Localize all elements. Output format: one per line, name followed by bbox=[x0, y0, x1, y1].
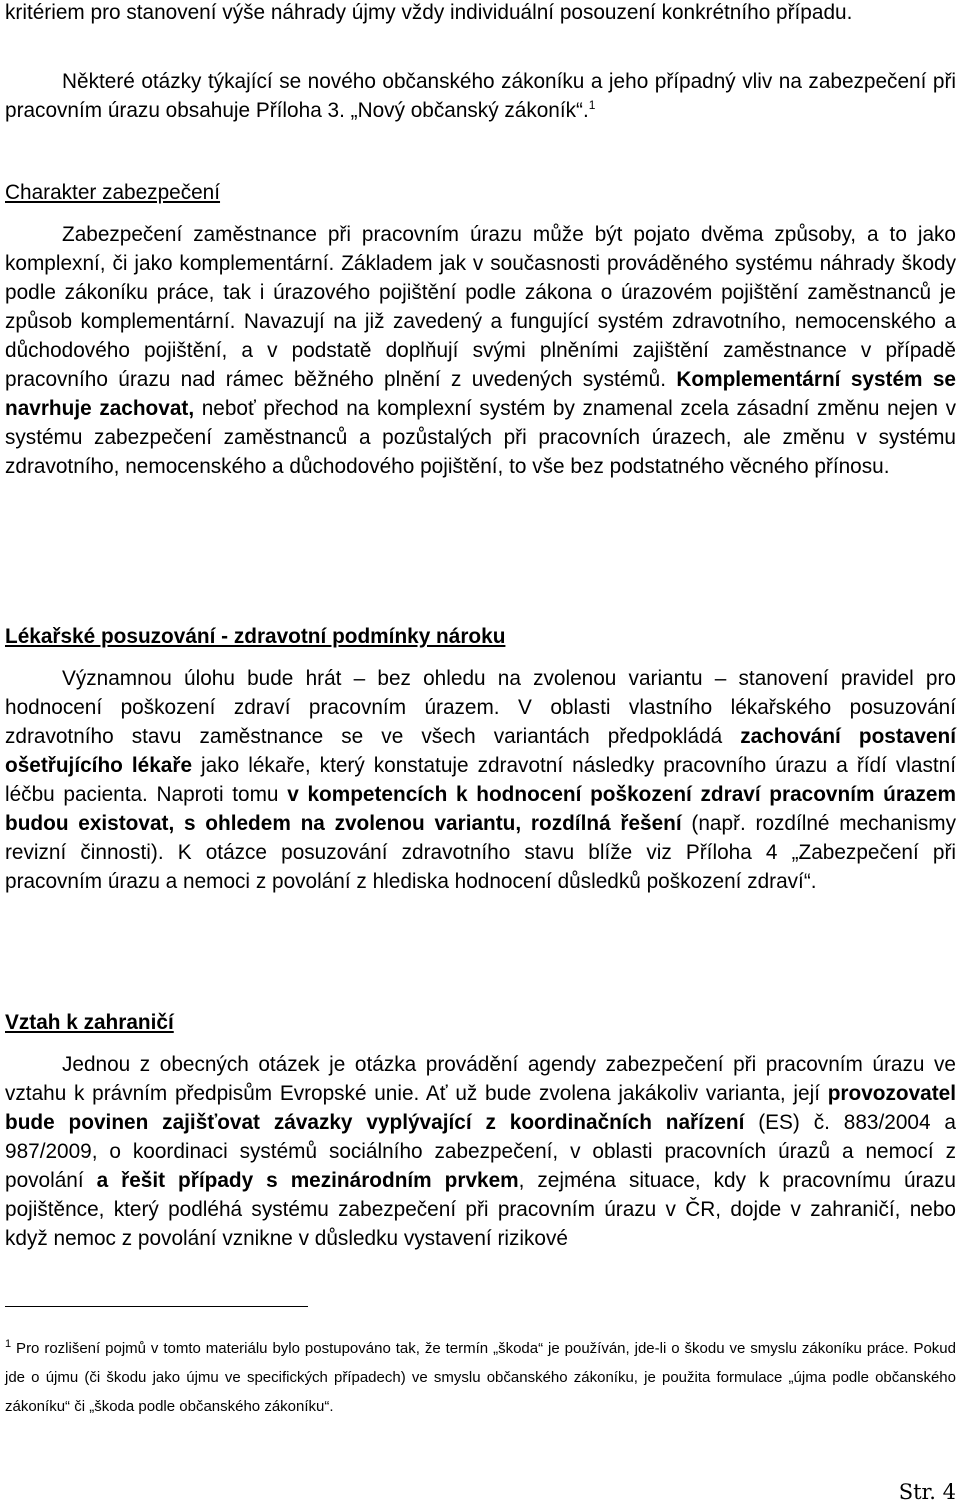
section-heading-lekarske: Lékařské posuzování - zdravotní podmínky nároku bbox=[5, 625, 506, 648]
bold-text: a řešit případy s mezinárodním prvkem bbox=[96, 1169, 519, 1192]
footnote-reference: 1 bbox=[588, 98, 596, 113]
bold-text: v kompetencích k hodnocení poškození zdraví pracovním úrazem budou existovat, s ohledem na zvolenou variantu, rozdílná řešení bbox=[5, 783, 956, 835]
section-heading-vztah: Vztah k zahraničí bbox=[5, 1011, 174, 1034]
bold-text: zachování postavení ošetřujícího lékaře bbox=[5, 725, 956, 777]
intro-text-2: Některé otázky týkající se nového občanského zákoníku a jeho případný vliv na zabezpečení při pracovním úrazu obsahuje Příloha 3. „Nový občanský zákoník“. bbox=[5, 70, 956, 122]
paragraph-text: , zejména situace, kdy k pracovnímu úrazu pojištěnce, který podléhá systému zabezpečení při pracovním úrazu v ČR, dojde v zahraničí, nebo když nemoc z povolání vznikne v důsledku vystavení rizikové bbox=[5, 1169, 956, 1250]
intro-paragraph bbox=[5, 0, 956, 27]
paragraph-text: (např. rozdílné mechanismy revizní činnosti). K otázce posuzování zdravotního stavu blíže viz Příloha 4 „Zabezpečení při pracovním úrazu a nemoci z povolání z hlediska hodnocení důsledků poškození zdraví“. bbox=[5, 812, 956, 893]
paragraph-text: Zabezpečení zaměstnance při pracovním úrazu může být pojato dvěma způsoby, a to jako komplexní, či jako komplementární. Základem jak v současnosti prováděného systému náhrady škody podle zákoníku práce, tak i úrazového pojištění podle zákona o úrazovém pojištění zaměstnanců je způsob komplementární. Navazují na již zavedený a fungující systém zdravotního, nemocenského a důchodového pojištění, a v podstatě doplňují svými plněními zajištění zaměstnance v případě pracovního úrazu nad rámec běžného plnění z uvedených systémů. bbox=[5, 223, 956, 391]
section-heading-charakter: Charakter zabezpečení bbox=[5, 181, 221, 204]
section-paragraph-vztah bbox=[5, 1050, 956, 1253]
intro-paragraph-2 bbox=[5, 67, 956, 125]
paragraph-text: neboť přechod na komplexní systém by znamenal zcela zásadní změnu nejen v systému zabezpečení zaměstnanců a pozůstalých při pracovních úrazech, ale změnu v systému zdravotního, nemocenského a důchodového pojištění, to vše bez podstatného věcného přínosu. bbox=[5, 397, 956, 478]
section-paragraph-lekarske bbox=[5, 664, 956, 896]
bold-text: provozovatel bude povinen zajišťovat závazky vyplývající z koordinačních nařízení bbox=[5, 1082, 956, 1134]
footnote-separator bbox=[5, 1306, 308, 1307]
bold-text: Komplementární systém se navrhuje zachovat, bbox=[5, 368, 956, 420]
footnote-text: Pro rozlišení pojmů v tomto materiálu bylo postupováno tak, že termín „škoda“ je používán, jde-li o škodu ve smyslu zákoníku práce. Pokud jde o újmu (či škodu jako újmu ve specifických případech) ve smyslu občanského zákoníku, je použita formulace „újma podle občanského zákoníku“ či „škoda podle občanského zákoníku“. bbox=[5, 1340, 956, 1415]
section-paragraph-charakter bbox=[5, 220, 956, 481]
paragraph-text: (ES) č. 883/2004 a 987/2009, o koordinaci systémů sociálního zabezpečení, v oblasti pracovních úrazů a nemocí z povolání bbox=[5, 1111, 956, 1192]
page-number: Str. 4 bbox=[898, 1480, 956, 1504]
paragraph-text: Významnou úlohu bude hrát – bez ohledu na zvolenou variantu – stanovení pravidel pro hodnocení poškození zdraví pracovním úrazem. V oblasti vlastního lékařského posuzování zdravotního stavu zaměstnance se ve všech variantách předpokládá bbox=[5, 667, 956, 748]
footnote-number: 1 bbox=[5, 1338, 12, 1350]
paragraph-text: jako lékaře, který konstatuje zdravotní následky pracovního úrazu a řídí vlastní léčbu pacienta. Naproti tomu bbox=[5, 754, 956, 806]
intro-text: kritériem pro stanovení výše náhrady újmy vždy individuální posouzení konkrétního případu. bbox=[5, 1, 853, 24]
paragraph-text: Jednou z obecných otázek je otázka provádění agendy zabezpečení při pracovním úrazu ve vztahu k právním předpisům Evropské unie. Ať už bude zvolena jakákoliv varianta, její bbox=[5, 1053, 956, 1105]
footnote bbox=[5, 1334, 956, 1421]
